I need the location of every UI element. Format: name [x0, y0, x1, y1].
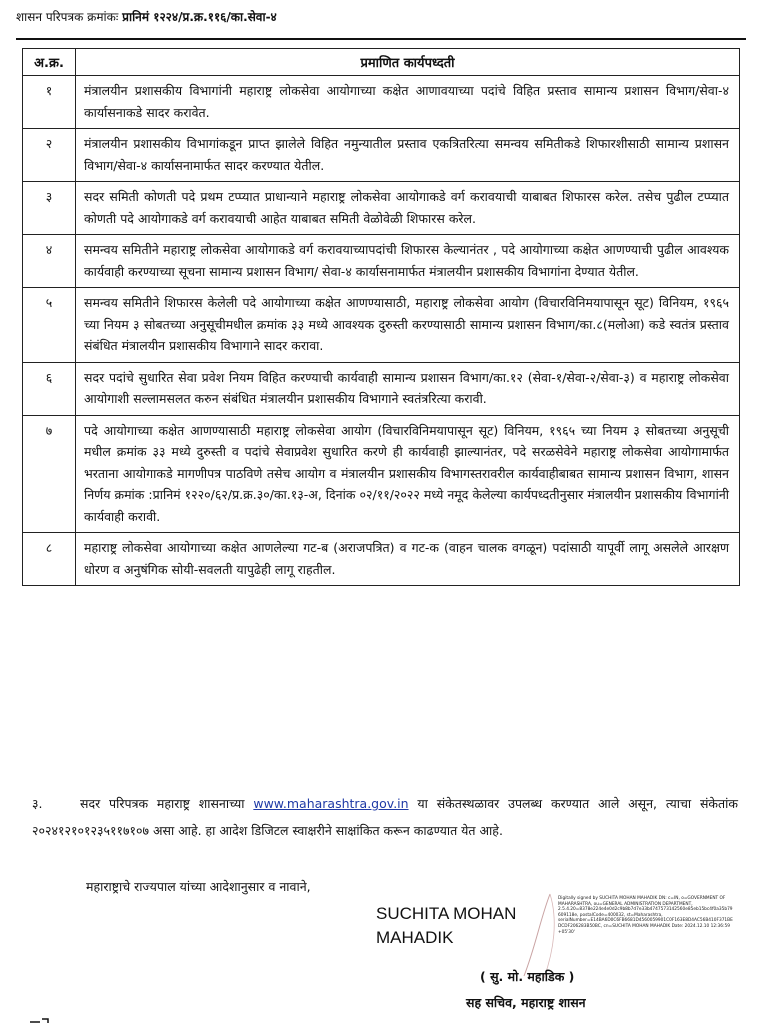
table-row — [23, 288, 740, 363]
table-header-row — [23, 49, 740, 76]
table-row — [23, 129, 740, 182]
paragraph-number: ३. — [32, 796, 43, 811]
row-procedure-text: मंत्रालयीन प्रशासकीय विभागांनी महाराष्ट्र लोकसेवा आयोगाच्या कक्षेत आणावयाच्या पदांचे विहित प्रस्ताव सामान्य प्रशासन विभाग/सेवा-४ कार्यासनाकडे सादर करावेत. — [76, 76, 740, 129]
row-procedure-text: महाराष्ट्र लोकसेवा आयोगाच्या कक्षेत आणलेल्या गट-ब (अराजपत्रित) व गट-क (वाहन चालक वगळून) पदांसाठी यापूर्वी लागू असलेले आरक्षण धोरण व अनुषंगिक सोयी-सवलती यापुढेही लागू राहतील. — [76, 533, 740, 586]
row-serial-number: ३ — [23, 182, 76, 235]
row-procedure-text: सदर समिती कोणती पदे प्रथम टप्प्यात प्राधान्याने महाराष्ट्र लोकसेवा आयोगाकडे वर्ग करावयाची याबाबत शिफारस करेल. तसेच पुढील टप्प्यात कोणती पदे आयोगाकडे वर्ग करावयाची आहेत याबाबत समिती वेळोवेळी शिफारस करेल. — [76, 182, 740, 235]
signatory-name-line1: SUCHITA MOHAN — [376, 904, 517, 923]
website-link[interactable]: www.maharashtra.gov.in — [253, 796, 409, 811]
row-serial-number: ८ — [23, 533, 76, 586]
page-cut-mark — [28, 1016, 58, 1024]
row-procedure-text: समन्वय समितीने महाराष्ट्र लोकसेवा आयोगाकडे वर्ग करावयाच्यापदांची शिफारस केल्यानंतर , पदे आयोगाच्या कक्षेत आणण्याची पुढील आवश्यक कार्यवाही करण्याच्या सूचना सामान्य प्रशासन विभाग/ सेवा-४ कार्यासनामार्फत मंत्रालयीन प्रशासकीय विभागांना देण्यात येतील. — [76, 235, 740, 288]
row-serial-number: ६ — [23, 362, 76, 415]
row-serial-number: ४ — [23, 235, 76, 288]
signatory-designation: सह सचिव, महाराष्ट्र शासन — [466, 995, 586, 1010]
table-row — [23, 235, 740, 288]
row-serial-number: २ — [23, 129, 76, 182]
circular-number-header — [16, 8, 744, 26]
row-procedure-text: समन्वय समितीने शिफारस केलेली पदे आयोगाच्या कक्षेत आणण्यासाठी, महाराष्ट्र लोकसेवा आयोग (विचारविनिमयापासून सूट) विनियम, १९६५ च्या नियम ३ सोबतच्या अनुसूचीमधील क्रमांक ३३ मध्ये आवश्यक दुरुस्ती करण्यासाठी सामान्य प्रशासन विभाग/का.८(मलोआ) कडे स्वतंत्र प्रस्ताव संबंधित मंत्रालयीन प्रशासकीय विभागाने सादर करावा. — [76, 288, 740, 363]
column-header-serial: अ.क्र. — [23, 49, 76, 76]
governor-order-line: महाराष्ट्राचे राज्यपाल यांच्या आदेशानुसार व नावाने, — [86, 879, 311, 894]
signatory-name-line2: MAHADIK — [376, 928, 454, 947]
row-serial-number: १ — [23, 76, 76, 129]
circular-number: प्रानिमं १२२४/प्र.क्र.११६/का.सेवा-४ — [122, 10, 277, 24]
row-serial-number: ५ — [23, 288, 76, 363]
row-serial-number: ७ — [23, 415, 76, 533]
column-header-procedure: प्रमाणित कार्यपध्दती — [76, 49, 740, 76]
paragraph-text-after: या संकेतस्थळावर उपलब्ध करण्यात आले असून, त्याचा संकेतांक २०२४१२१०१२३५११७१०७ असा आहे. हा आदेश डिजिटल स्वाक्षरीने साक्षांकित करून काढण्यात येत आहे. — [32, 796, 738, 838]
signatory-name — [376, 902, 516, 950]
row-procedure-text: पदे आयोगाच्या कक्षेत आणण्यासाठी महाराष्ट्र लोकसेवा आयोग (विचारविनिमयापासून सूट) विनियम, १९६५ च्या नियम ३ सोबतच्या अनुसूची मधील क्रमांक ३३ मध्ये दुरुस्ती व पदांचे सेवाप्रवेश सुधारित करणे ही कार्यवाही झाल्यानंतर, पदे सरळसेवेने महाराष्ट्र लोकसेवा आयोगामार्फत भरताना आयोगाकडे मागणीपत्र पाठविणे तसेच आयोग व मंत्रालयीन प्रशासकीय विभागस्तरावरील कार्यवाहीबाबत सामान्य प्रशासन विभाग, शासन निर्णय क्रमांक :प्रानिमं १२२०/६२/प्र.क्र.३०/का.१३-अ, दिनांक ०२/११/२०२२ मध्ये नमूद केलेल्या कार्यपध्दतीनुसार मंत्रालयीन प्रशासकीय विभागांनी कार्यवाही करावी. — [76, 415, 740, 533]
row-procedure-text: सदर पदांचे सुधारित सेवा प्रवेश नियम विहित करण्याची कार्यवाही सामान्य प्रशासन विभाग/का.१२ (सेवा-१/सेवा-२/सेवा-३) व महाराष्ट्र लोकसेवा आयोगाशी सल्लामसलत करुन संबंधित मंत्रालयीन प्रशासकीय विभागाने स्वतंत्ररित्या करावी. — [76, 362, 740, 415]
signatory-short-name: ( सु. मो. महाडिक ) — [480, 969, 575, 984]
table-row — [23, 533, 740, 586]
procedure-table — [22, 48, 740, 586]
publication-paragraph — [32, 790, 738, 844]
table-row — [23, 415, 740, 533]
table-row — [23, 76, 740, 129]
header-divider — [16, 38, 746, 40]
digital-signature-details: Digitally signed by SUCHITA MOHAN MAHADIK DN: c=IN, o=GOVERNMENT OF MAHARASHTRA, ou=GENERAL ADMINISTRATION DEPARTMENT, 2.5.4.20=8378e224e4e0d2c9b8b7d7e33b4747573142560e85eb15bc4f0a35b79 609118e, postalCode=400032, st=Maharashtra, serialNumber=E14BA6D0C6FB6681D4560059901C0F163E8D4AC56B410F371BE DCDF206283B50BC, cn=SUCHITA MOHAN MAHADIK Date: 2024.12.10 12:36:59 +05'30' — [558, 896, 733, 935]
table-row — [23, 362, 740, 415]
row-procedure-text: मंत्रालयीन प्रशासकीय विभागांकडून प्राप्त झालेले विहित नमुन्यातील प्रस्ताव एकत्रितरित्या समन्वय समितीकडे शिफारशीसाठी सामान्य प्रशासन विभाग/सेवा-४ कार्यासनामार्फत सादर करण्यात येतील. — [76, 129, 740, 182]
paragraph-text-before: सदर परिपत्रक महाराष्ट्र शासनाच्या — [80, 796, 245, 811]
circular-number-label: शासन परिपत्रक क्रमांकः — [16, 10, 119, 24]
table-row — [23, 182, 740, 235]
